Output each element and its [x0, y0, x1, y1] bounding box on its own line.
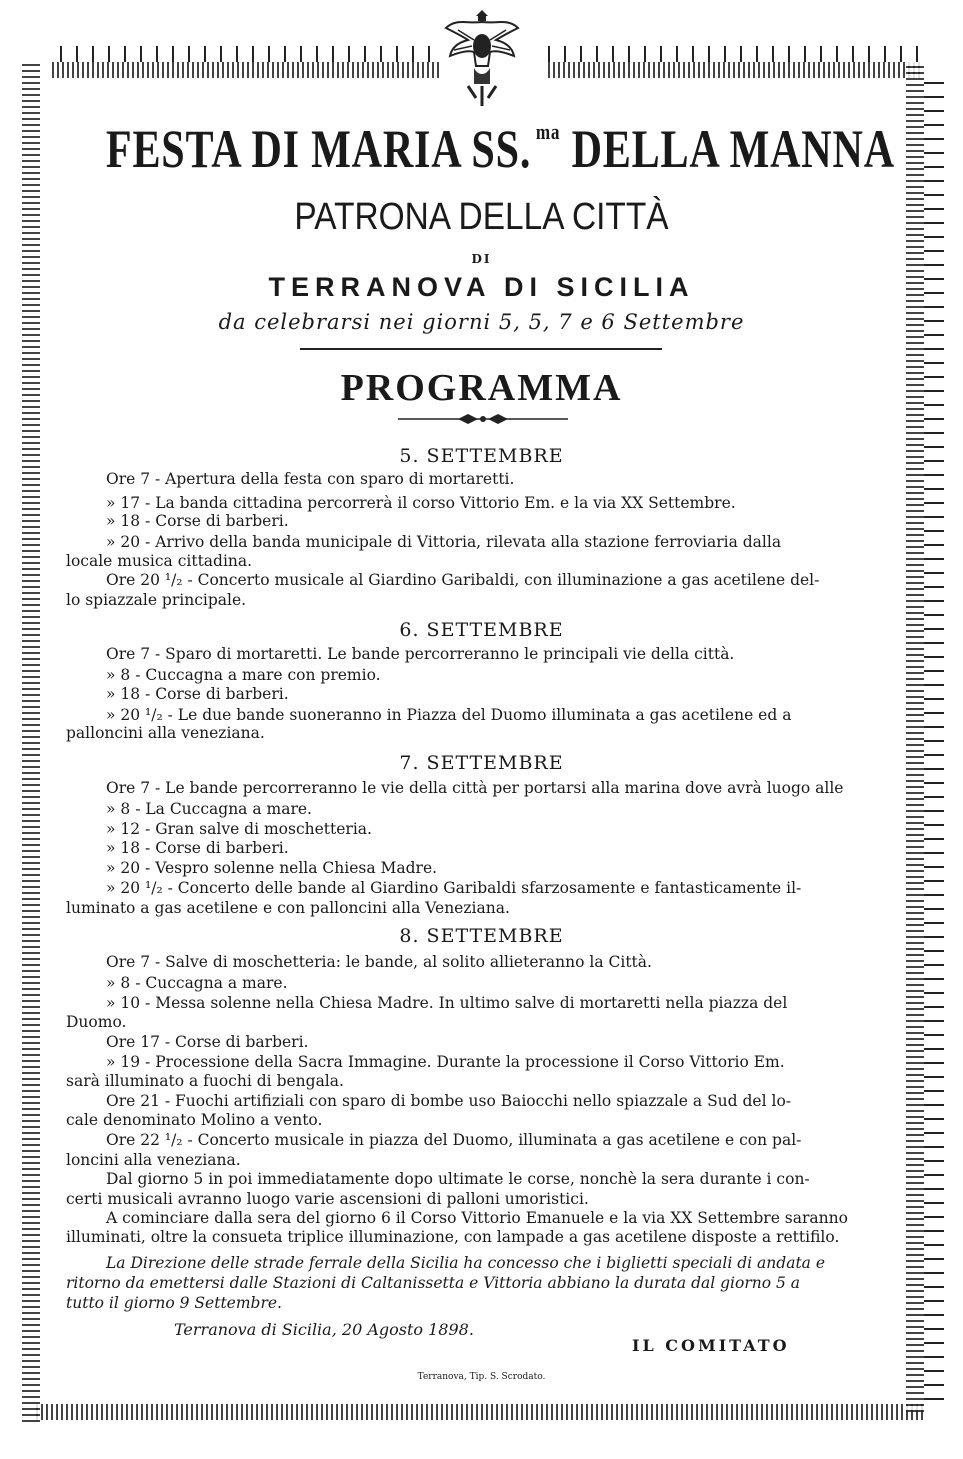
ornament-divider-icon — [398, 414, 568, 424]
border-top — [52, 62, 440, 78]
program-line: Duomo. — [66, 1013, 127, 1031]
program-line: Ore 7 - Le bande percorreranno le vie della città per portarsi alla marina dove avrà luogo alle — [106, 779, 844, 797]
day-heading: 6. SETTEMBRE — [399, 619, 564, 641]
programma-heading: PROGRAMMA — [340, 367, 623, 409]
divider-rule — [300, 348, 662, 350]
day-heading: 5. SETTEMBRE — [399, 445, 564, 467]
program-line: La Direzione delle strade ferrale della Sicilia ha concesso che i biglietti speciali di andata e — [106, 1254, 826, 1272]
dates-line: da celebrarsi nei giorni 5, 5, 7 e 6 Settembre — [218, 310, 745, 334]
program-line: luminato a gas acetilene e con palloncini alla Veneziana. — [66, 899, 510, 917]
program-line: » 8 - La Cuccagna a mare. — [106, 800, 312, 818]
program-line: A cominciare dalla sera del giorno 6 il Corso Vittorio Emanuele e la via XX Settembre saranno — [106, 1209, 848, 1227]
program-line: » 12 - Gran salve di moschetteria. — [106, 820, 372, 838]
program-line: locale musica cittadina. — [66, 552, 253, 570]
program-line: Ore 20 ¹/₂ - Concerto musicale al Giardino Garibaldi, con illuminazione a gas acetilene del- — [106, 571, 820, 589]
border-top-right — [548, 62, 920, 78]
program-line: » 19 - Processione della Sacra Immagine. Durante la processione il Corso Vittorio Em. — [106, 1053, 785, 1071]
program-line: » 18 - Corse di barberi. — [106, 685, 289, 703]
program-line: Ore 7 - Salve di moschetteria: le bande, al solito allieteranno la Città. — [106, 953, 652, 971]
border-bottom — [36, 1404, 924, 1420]
program-line: » 20 ¹/₂ - Le due bande suoneranno in Piazza del Duomo illuminata a gas acetilene ed a — [106, 706, 792, 724]
program-line: palloncini alla veneziana. — [66, 724, 265, 742]
program-line: » 20 ¹/₂ - Concerto delle bande al Giardino Garibaldi sfarzosamente e fantasticamente il- — [106, 879, 802, 897]
di-label: DI — [471, 252, 492, 266]
program-line: » 18 - Corse di barberi. — [106, 839, 289, 857]
program-line: illuminati, oltre la consueta triplice illuminazione, con lampade a gas acetilene disposte a rettifilo. — [66, 1228, 840, 1246]
border-ticks-top-right — [548, 46, 920, 62]
program-line: » 20 - Vespro solenne nella Chiesa Madre. — [106, 859, 438, 877]
program-line: » 17 - La banda cittadina percorrerà il corso Vittorio Em. e la via XX Settembre. — [106, 494, 736, 512]
committee-signature: IL COMITATO — [632, 1336, 790, 1355]
program-line: » 18 - Corse di barberi. — [106, 512, 289, 530]
program-line: » 10 - Messa solenne nella Chiesa Madre. In ultimo salve di mortaretti nella piazza del — [106, 994, 788, 1012]
program-line: » 8 - Cuccagna a mare. — [106, 974, 288, 992]
border-left — [22, 62, 40, 1422]
program-line: loncini alla veneziana. — [66, 1151, 241, 1169]
city-name: TERRANOVA DI SICILIA — [268, 272, 695, 302]
program-line: Ore 22 ¹/₂ - Concerto musicale in piazza del Duomo, illuminata a gas acetilene e con pal- — [106, 1131, 802, 1149]
place-date: Terranova di Sicilia, 20 Agosto 1898. — [174, 1320, 474, 1339]
program-line: » 20 - Arrivo della banda municipale di Vittoria, rilevata alla stazione ferroviaria dalla — [106, 533, 782, 551]
day-heading: 8. SETTEMBRE — [399, 925, 564, 947]
border-ticks-right — [924, 70, 944, 1400]
eagle-crest-icon — [438, 6, 526, 110]
program-line: » 8 - Cuccagna a mare con premio. — [106, 666, 381, 684]
program-line: Ore 17 - Corse di barberi. — [106, 1033, 309, 1051]
program-line: ritorno da emettersi dalle Stazioni di Caltanissetta e Vittoria abbiano la durata dal giorno 5 a — [66, 1274, 801, 1292]
day-heading: 7. SETTEMBRE — [399, 752, 564, 774]
poster-title: FESTA DI MARIA SS. $^{ma}$ DELLA MANNA — [105, 119, 895, 179]
border-ticks-top — [60, 46, 440, 62]
program-line: Ore 7 - Sparo di mortaretti. Le bande percorreranno le principali vie della città. — [106, 645, 735, 663]
program-line: sarà illuminato a fuochi di bengala. — [66, 1072, 344, 1090]
program-line: Dal giorno 5 in poi immediatamente dopo ultimate le corse, nonchè la sera durante i con- — [106, 1170, 810, 1188]
program-line: tutto il giorno 9 Settembre. — [66, 1294, 282, 1312]
program-line: lo spiazzale principale. — [66, 591, 247, 609]
program-line: Ore 7 - Apertura della festa con sparo di mortaretti. — [106, 470, 515, 488]
printer-credit: Terranova, Tip. S. Scrodato. — [417, 1372, 546, 1382]
program-line: Ore 21 - Fuochi artifiziali con sparo di bombe uso Baiocchi nello spiazzale a Sud del lo- — [106, 1092, 792, 1110]
program-line: certi musicali avranno luogo varie ascensioni di palloni umoristici. — [66, 1190, 589, 1208]
subtitle: PATRONA DELLA CITTÀ — [294, 196, 669, 238]
program-line: cale denominato Molino a vento. — [66, 1111, 323, 1129]
